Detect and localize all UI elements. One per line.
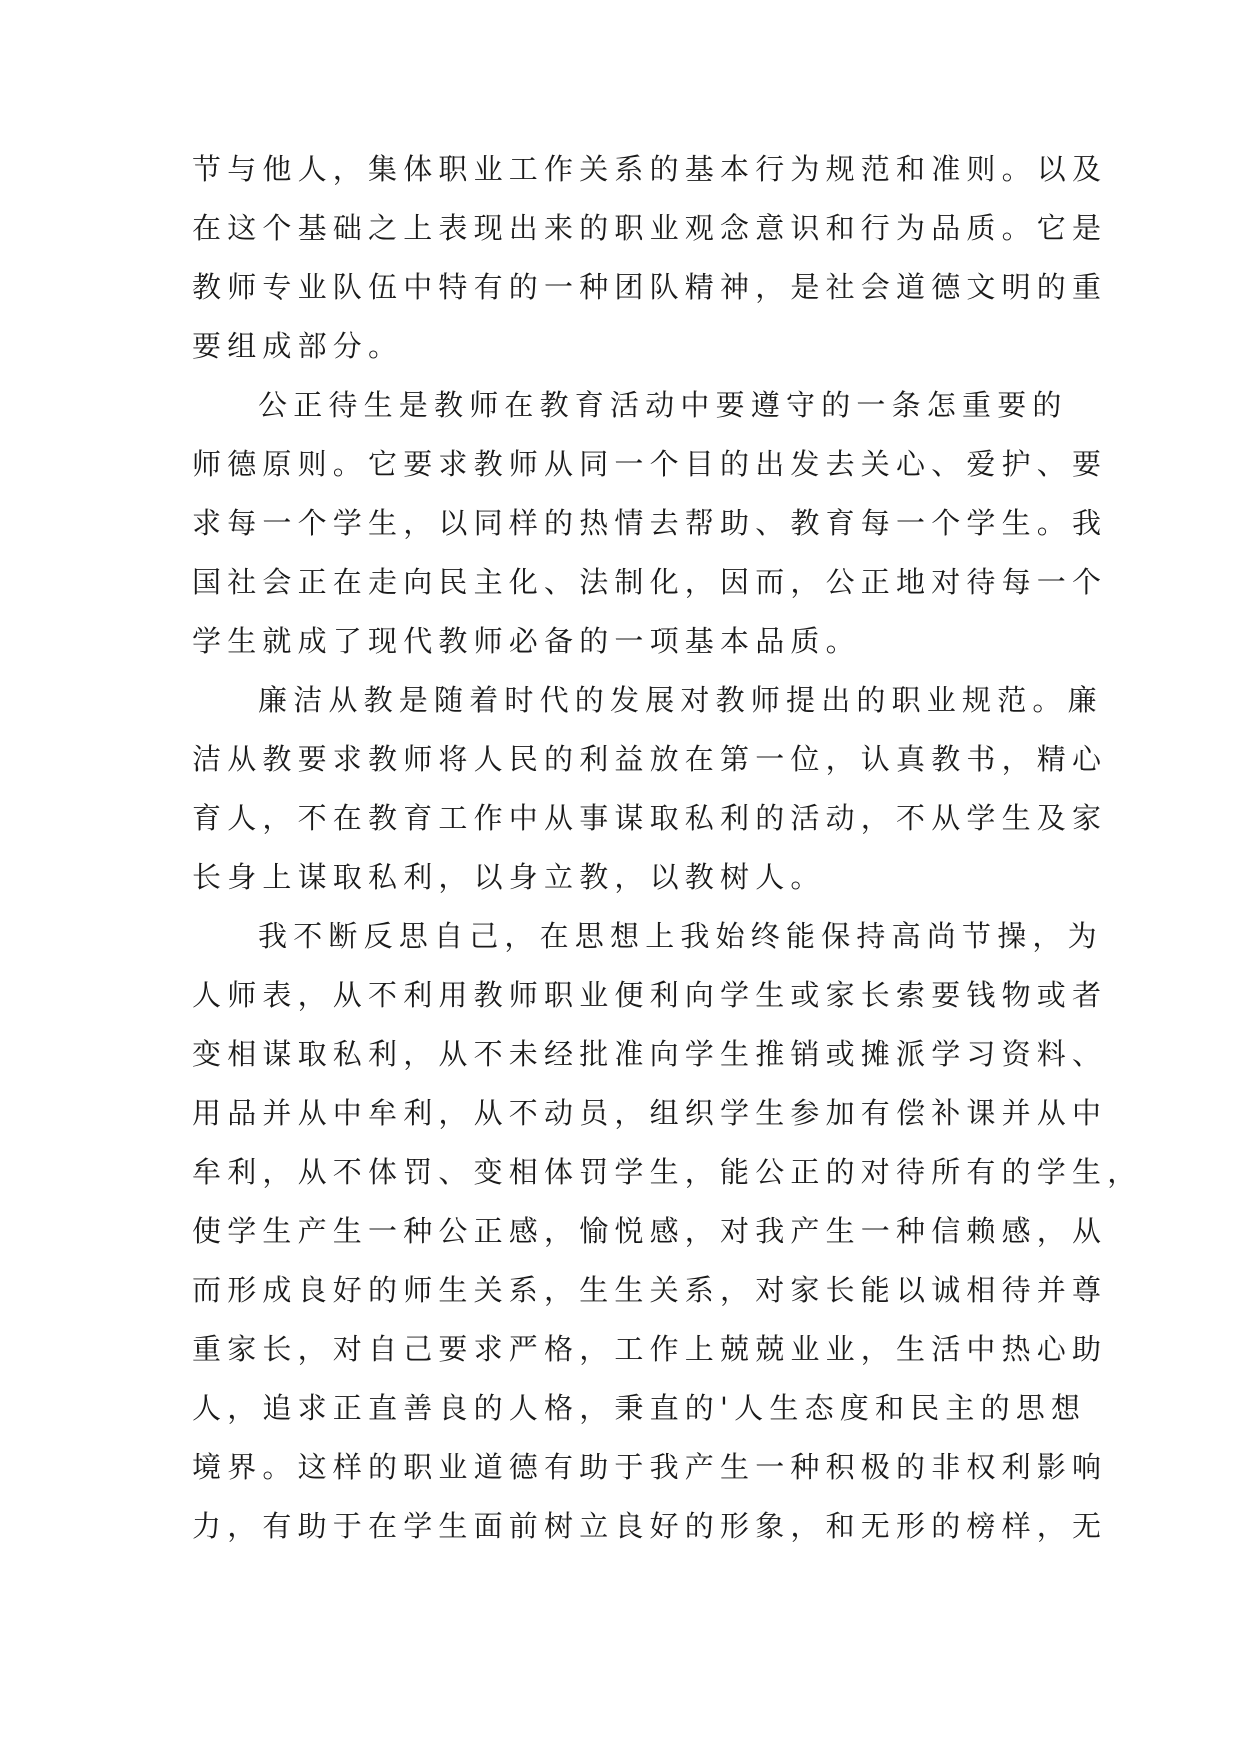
body-text xyxy=(192,140,1143,1556)
text-line: 洁从教要求教师将人民的利益放在第一位，认真教书，精心 xyxy=(192,742,1108,776)
text-line: 人师表，从不利用教师职业便利向学生或家长索要钱物或者 xyxy=(192,978,1108,1012)
text-line: 育人，不在教育工作中从事谋取私利的活动，不从学生及家 xyxy=(192,801,1108,835)
text-line: 长身上谋取私利，以身立教，以教树人。 xyxy=(192,860,826,894)
text-line: 牟利，从不体罚、变相体罚学生，能公正的对待所有的学生， xyxy=(192,1155,1143,1189)
text-line: 使学生产生一种公正感，愉悦感，对我产生一种信赖感，从 xyxy=(192,1214,1108,1248)
text-line: 节与他人，集体职业工作关系的基本行为规范和准则。以及 xyxy=(192,152,1108,186)
text-line: 师德原则。它要求教师从同一个目的出发去关心、爱护、要 xyxy=(192,447,1108,481)
text-line: 用品并从中牟利，从不动员，组织学生参加有偿补课并从中 xyxy=(192,1096,1108,1130)
text-line: 变相谋取私利，从不未经批准向学生推销或摊派学习资料、 xyxy=(192,1037,1108,1071)
text-line: 而形成良好的师生关系，生生关系，对家长能以诚相待并尊 xyxy=(192,1273,1108,1307)
text-line: 重家长，对自己要求严格，工作上兢兢业业，生活中热心助 xyxy=(192,1332,1108,1366)
text-line: 人，追求正直善良的人格，秉直的'人生态度和民主的思想 xyxy=(192,1391,1087,1425)
text-line: 廉洁从教是随着时代的发展对教师提出的职业规范。廉 xyxy=(258,683,1103,717)
text-line: 求每一个学生，以同样的热情去帮助、教育每一个学生。我 xyxy=(192,506,1108,540)
text-line: 学生就成了现代教师必备的一项基本品质。 xyxy=(192,624,861,658)
text-line: 力，有助于在学生面前树立良好的形象，和无形的榜样，无 xyxy=(192,1509,1108,1543)
text-line: 教师专业队伍中特有的一种团队精神，是社会道德文明的重 xyxy=(192,270,1108,304)
text-line: 国社会正在走向民主化、法制化，因而，公正地对待每一个 xyxy=(192,565,1108,599)
text-line: 境界。这样的职业道德有助于我产生一种积极的非权利影响 xyxy=(192,1450,1108,1484)
text-line: 要组成部分。 xyxy=(192,329,404,363)
text-line: 我不断反思自己，在思想上我始终能保持高尚节操，为 xyxy=(258,919,1103,953)
text-line: 公正待生是教师在教育活动中要遵守的一条怎重要的 xyxy=(258,388,1068,422)
text-line: 在这个基础之上表现出来的职业观念意识和行为品质。它是 xyxy=(192,211,1108,245)
